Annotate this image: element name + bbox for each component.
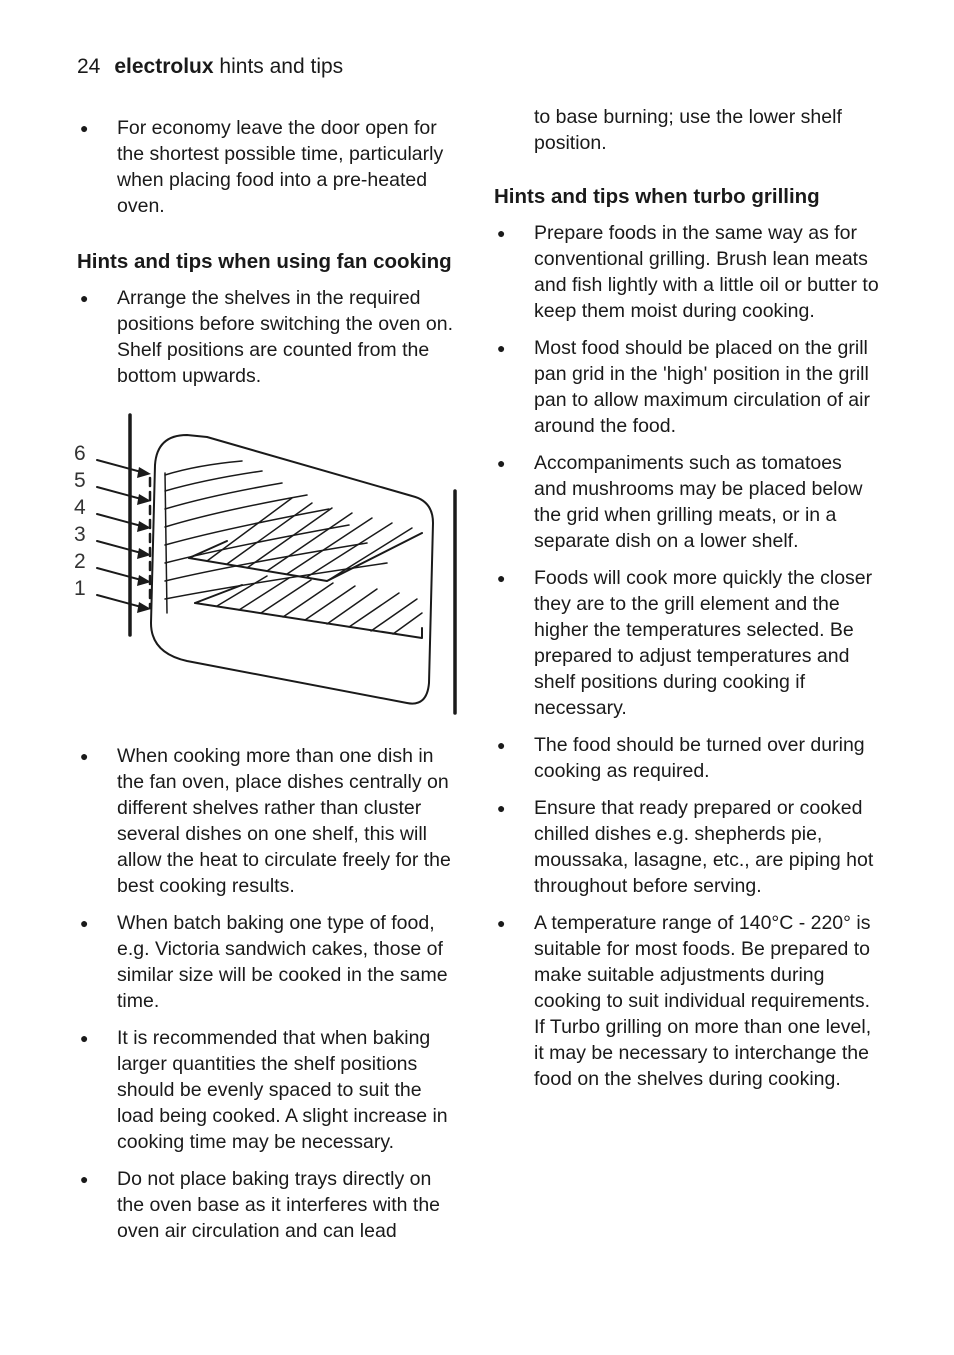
- fan-cooking-heading: Hints and tips when using fan cooking: [77, 250, 452, 273]
- bullet-economy: ● For economy leave the door open for the shortest possible time, particularly when placing food into a pre-heated oven.: [77, 115, 457, 219]
- bullet-turn-food: ● The food should be turned over during cooking as required.: [494, 732, 879, 784]
- shelf-number-3: 3: [74, 523, 86, 546]
- continued-text: to base burning; use the lower shelf position.: [534, 106, 842, 154]
- shelf-number-1: 1: [74, 577, 86, 600]
- section-title: hints and tips: [219, 55, 344, 78]
- right-column: [494, 104, 879, 1103]
- bullet-piping-hot: ● Ensure that ready prepared or cooked chilled dishes e.g. shepherds pie, moussaka, lasagne, etc., are piping hot throughout before serving.: [494, 795, 879, 899]
- page-number: 24: [77, 55, 101, 78]
- turbo-grilling-heading: Hints and tips when turbo grilling: [494, 185, 820, 208]
- shelf-number-2: 2: [74, 550, 86, 573]
- shelf-number-6: 6: [74, 442, 86, 465]
- oven-shelf-illustration: [67, 413, 467, 723]
- bullet-prepare-foods: ● Prepare foods in the same way as for conventional grilling. Brush lean meats and fish lightly with a little oil or butter to keep them moist during cooking.: [494, 220, 879, 324]
- shelf-number-5: 5: [74, 469, 86, 492]
- brand-name: electrolux: [114, 55, 214, 78]
- bullet-grill-pan-position: ● Most food should be placed on the grill pan grid in the 'high' position in the grill pan to allow maximum circulation of air around the food.: [494, 335, 879, 439]
- oven-back-wall: [165, 473, 167, 613]
- oven-shelf-diagram: [67, 413, 467, 723]
- lower-shelf-frame: [195, 603, 422, 638]
- left-column: [74, 115, 457, 1255]
- oven-cavity-outline: [151, 435, 433, 704]
- bullet-accompaniments: ● Accompaniments such as tomatoes and mushrooms may be placed below the grid when grilling meats, or in a separate dish on a lower shelf.: [494, 450, 879, 554]
- page-header: [77, 53, 343, 81]
- bullet-arrange-shelves: ● Arrange the shelves in the required positions before switching the oven on. Shelf positions are counted from the bottom upwards.: [77, 285, 457, 389]
- bullet-multiple-dishes: ● When cooking more than one dish in the fan oven, place dishes centrally on different shelves rather than cluster several dishes on one shelf, this will allow the heat to circulate freely for the best cooking results.: [77, 743, 457, 899]
- bullet-cook-quickly: ● Foods will cook more quickly the closer they are to the grill element and the higher the temperatures selected. Be prepared to adjust temperatures and shelf positions during cooking if necessary.: [494, 565, 879, 721]
- bullet-batch-baking: ● When batch baking one type of food, e.g. Victoria sandwich cakes, those of similar size will be cooked in the same time.: [77, 910, 457, 1014]
- bullet-temperature-range: ● A temperature range of 140°C - 220° is suitable for most foods. Be prepared to make suitable adjustments during cooking to suit individual requirements. If Turbo grilling on more than one level, it may be necessary to interchange the food on the shelves during cooking.: [494, 910, 879, 1092]
- shelf-number-4: 4: [74, 496, 86, 519]
- bullet-larger-quantities: ● It is recommended that when baking larger quantities the shelf positions should be evenly spaced to suit the load being cooked. A slight increase in cooking time may be necessary.: [77, 1025, 457, 1155]
- upper-shelf-frame: [189, 533, 422, 581]
- bullet-baking-trays: ● Do not place baking trays directly on the oven base as it interferes with the oven air circulation and can lead: [77, 1166, 457, 1244]
